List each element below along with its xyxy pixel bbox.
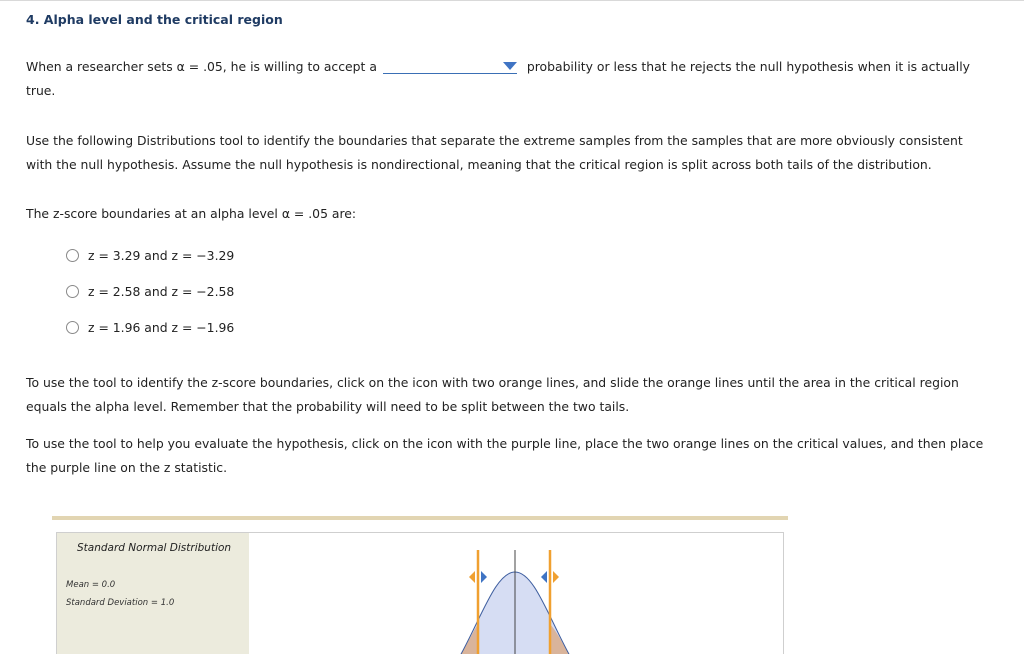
question-1-text — [26, 55, 986, 103]
radio-button[interactable] — [66, 321, 79, 334]
instruction-text: Use the following Distributions tool to identify the boundaries that separate the extreme samples from the samples that are more obviously consistent with the null hypothesis. Assume the null hypothesis is nondirectional, meaning that the critical region is split across both tails of the distribution. — [26, 133, 963, 172]
radio-button[interactable] — [66, 285, 79, 298]
option-label: z = 3.29 and z = −3.29 — [88, 247, 235, 263]
z-boundary-prompt: The z-score boundaries at an alpha level α = .05 are: — [26, 206, 357, 221]
question-1-before: When a researcher sets α = .05, he is willing to accept a — [26, 59, 377, 74]
radio-button[interactable] — [66, 249, 79, 262]
option-label: z = 1.96 and z = −1.96 — [88, 319, 235, 335]
probability-dropdown[interactable] — [383, 58, 517, 74]
question-title: 4. Alpha level and the critical region — [26, 12, 283, 27]
tool-title: Standard Normal Distribution — [77, 542, 232, 554]
tool-sd-label: Standard Deviation = 1.0 — [66, 598, 175, 608]
top-divider — [0, 0, 1024, 1]
tool-divider — [52, 516, 788, 520]
z-option-3-29[interactable] — [66, 245, 234, 265]
question-1-after: probability or less that he rejects the null hypothesis when it is actually true. — [26, 59, 970, 98]
z-option-2-58[interactable] — [66, 281, 234, 301]
tool-mean-label: Mean = 0.0 — [66, 580, 116, 590]
tool-help-critical-region: To use the tool to identify the z-score boundaries, click on the icon with two orange lines, and slide the orange lines until the area in the critical region equals the alpha level. Remember that the probability will need to be split between the two tails. — [26, 375, 959, 414]
normal-curve-plot — [440, 546, 600, 654]
option-label: z = 2.58 and z = −2.58 — [88, 283, 235, 299]
dropdown-caret-icon[interactable] — [503, 62, 517, 70]
z-option-1-96[interactable] — [66, 317, 234, 337]
tool-help-hypothesis: To use the tool to help you evaluate the hypothesis, click on the icon with the purple line, place the two orange lines on the critical values, and then place the purple line on the z statistic. — [26, 436, 984, 475]
